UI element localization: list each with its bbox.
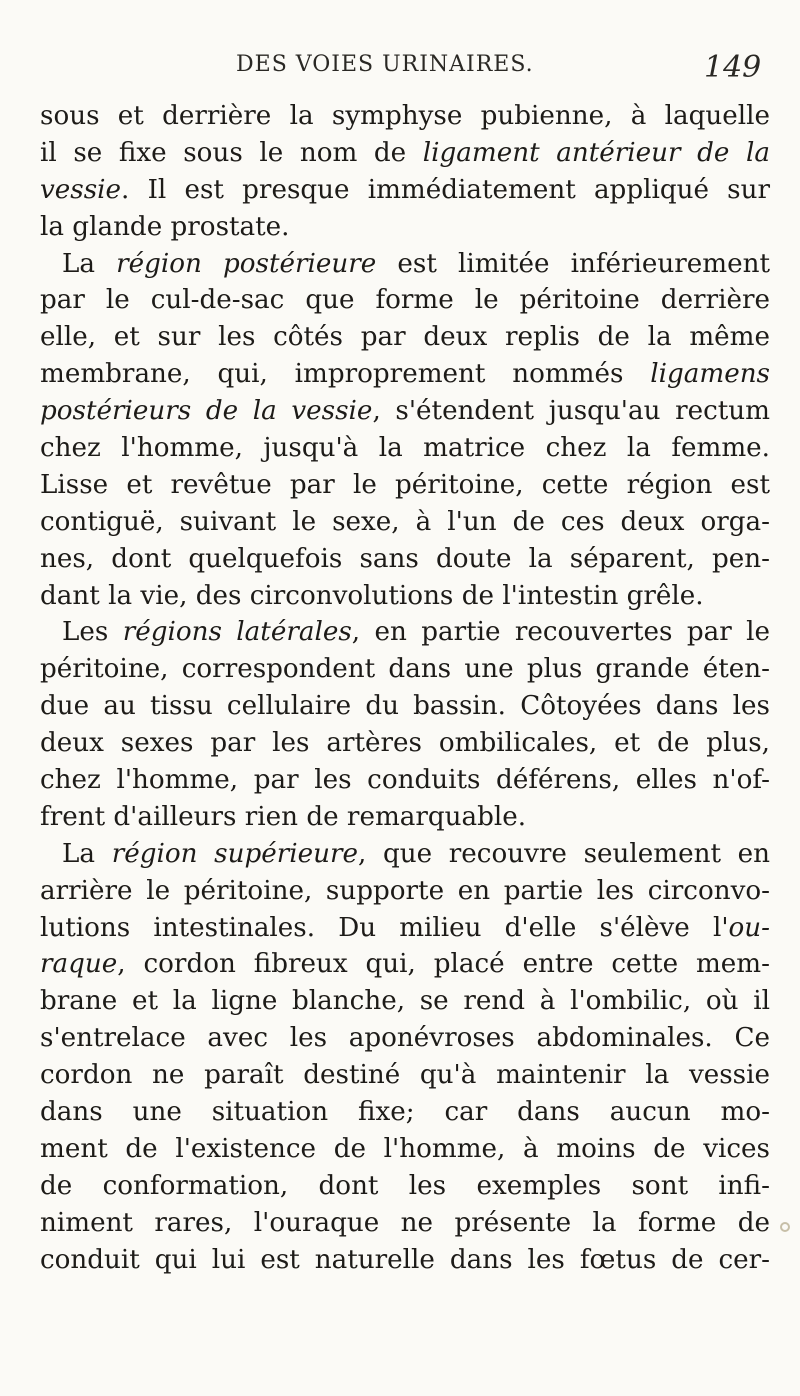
text-run: dant la vie, des circonvolutions de l'intestin grêle. (40, 580, 704, 611)
running-head (0, 48, 800, 88)
text-run: brane et la ligne blanche, se rend à l'ombilic, où il (40, 986, 770, 1017)
text-line (40, 910, 770, 947)
text-line (40, 578, 770, 615)
text-run: chez l'homme, par les conduits déférens, elles n'of- (40, 765, 770, 796)
text-run: péritoine, correspondent dans une plus grande éten- (40, 654, 770, 685)
text-line (40, 1094, 770, 1131)
text-run: dans une situation fixe; car dans aucun mo- (40, 1097, 770, 1128)
text-line (40, 135, 770, 172)
text-line (40, 614, 770, 651)
text-line (40, 172, 770, 209)
text-line (40, 393, 770, 430)
text-line (40, 1057, 770, 1094)
text-run: la glande prostate. (40, 211, 290, 242)
italic-text: raque (40, 949, 118, 980)
text-line (40, 282, 770, 319)
text-line (40, 946, 770, 983)
text-run: membrane, qui, improprement nommés (40, 359, 651, 390)
text-line (40, 762, 770, 799)
text-run: chez l'homme, jusqu'à la matrice chez la femme. (40, 433, 770, 464)
page-number: 149 (704, 50, 762, 85)
text-run: elle, et sur les côtés par deux replis de la même (40, 322, 770, 353)
paper-speck (780, 1222, 790, 1232)
text-line (40, 688, 770, 725)
text-line (40, 1020, 770, 1057)
text-line (40, 983, 770, 1020)
text-run: contiguë, suivant le sexe, à l'un de ces deux orga- (40, 506, 770, 537)
italic-text: régions latérales (122, 617, 352, 648)
text-line (40, 467, 770, 504)
text-line (40, 209, 770, 246)
text-run: . Il est presque immédiatement appliqué sur (121, 174, 770, 205)
body-text (40, 98, 770, 1279)
text-line (40, 1131, 770, 1168)
text-run: conduit qui lui est naturelle dans les fœtus de cer- (40, 1244, 770, 1275)
text-run: , cordon fibreux qui, placé entre cette mem- (117, 949, 770, 980)
text-line (40, 873, 770, 910)
text-line (40, 1205, 770, 1242)
text-run: ment de l'existence de l'homme, à moins de vices (40, 1133, 770, 1164)
text-line (40, 246, 770, 283)
text-line (40, 319, 770, 356)
text-line (40, 430, 770, 467)
text-line (40, 356, 770, 393)
text-line (40, 98, 770, 135)
italic-text: ligamens (650, 359, 770, 390)
text-run: cordon ne paraît destiné qu'à maintenir la vessie (40, 1060, 770, 1091)
text-run: arrière le péritoine, supporte en partie les circonvo- (40, 875, 770, 906)
running-title: DES VOIES URINAIRES. (236, 52, 534, 77)
text-run: , que recouvre seulement en (358, 838, 771, 869)
text-run: s'entrelace avec les aponévroses abdominales. Ce (40, 1023, 770, 1054)
text-run: La (62, 248, 117, 279)
text-run: Les (62, 617, 123, 648)
text-run: il se fixe sous le nom de (40, 137, 423, 168)
text-line (40, 541, 770, 578)
italic-text: vessie (40, 174, 122, 205)
text-run: sous et derrière la symphyse pubienne, à laquelle (40, 101, 770, 131)
text-run: Lisse et revêtue par le péritoine, cette région est (40, 469, 770, 500)
text-run: , s'étendent jusqu'au rectum (372, 396, 770, 427)
text-run: est limitée inférieurement (376, 248, 771, 279)
text-run: de conformation, dont les exemples sont infi- (40, 1170, 770, 1201)
text-line (40, 1242, 770, 1279)
text-line (40, 1168, 770, 1205)
italic-text: ou- (728, 912, 770, 943)
italic-text: postérieurs de la vessie (40, 396, 373, 427)
text-run: frent d'ailleurs rien de remarquable. (40, 801, 527, 832)
text-run: due au tissu cellulaire du bassin. Côtoyées dans les (40, 691, 770, 722)
text-run: nes, dont quelquefois sans doute la séparent, pen- (40, 543, 770, 574)
italic-text: ligament antérieur de la (422, 137, 770, 168)
text-run: , en partie recouvertes par le (351, 617, 770, 648)
text-line (40, 651, 770, 688)
text-line (40, 504, 770, 541)
text-line (40, 799, 770, 836)
text-run: deux sexes par les artères ombilicales, et de plus, (40, 728, 770, 759)
text-run: niment rares, l'ouraque ne présente la forme de (40, 1207, 770, 1238)
text-line (40, 725, 770, 762)
text-line (40, 836, 770, 873)
text-run: lutions intestinales. Du milieu d'elle s'élève l' (40, 912, 729, 943)
text-run: La (62, 838, 112, 869)
italic-text: région postérieure (116, 248, 377, 279)
italic-text: région supérieure (111, 838, 358, 869)
text-run: par le cul-de-sac que forme le péritoine derrière (40, 285, 770, 316)
